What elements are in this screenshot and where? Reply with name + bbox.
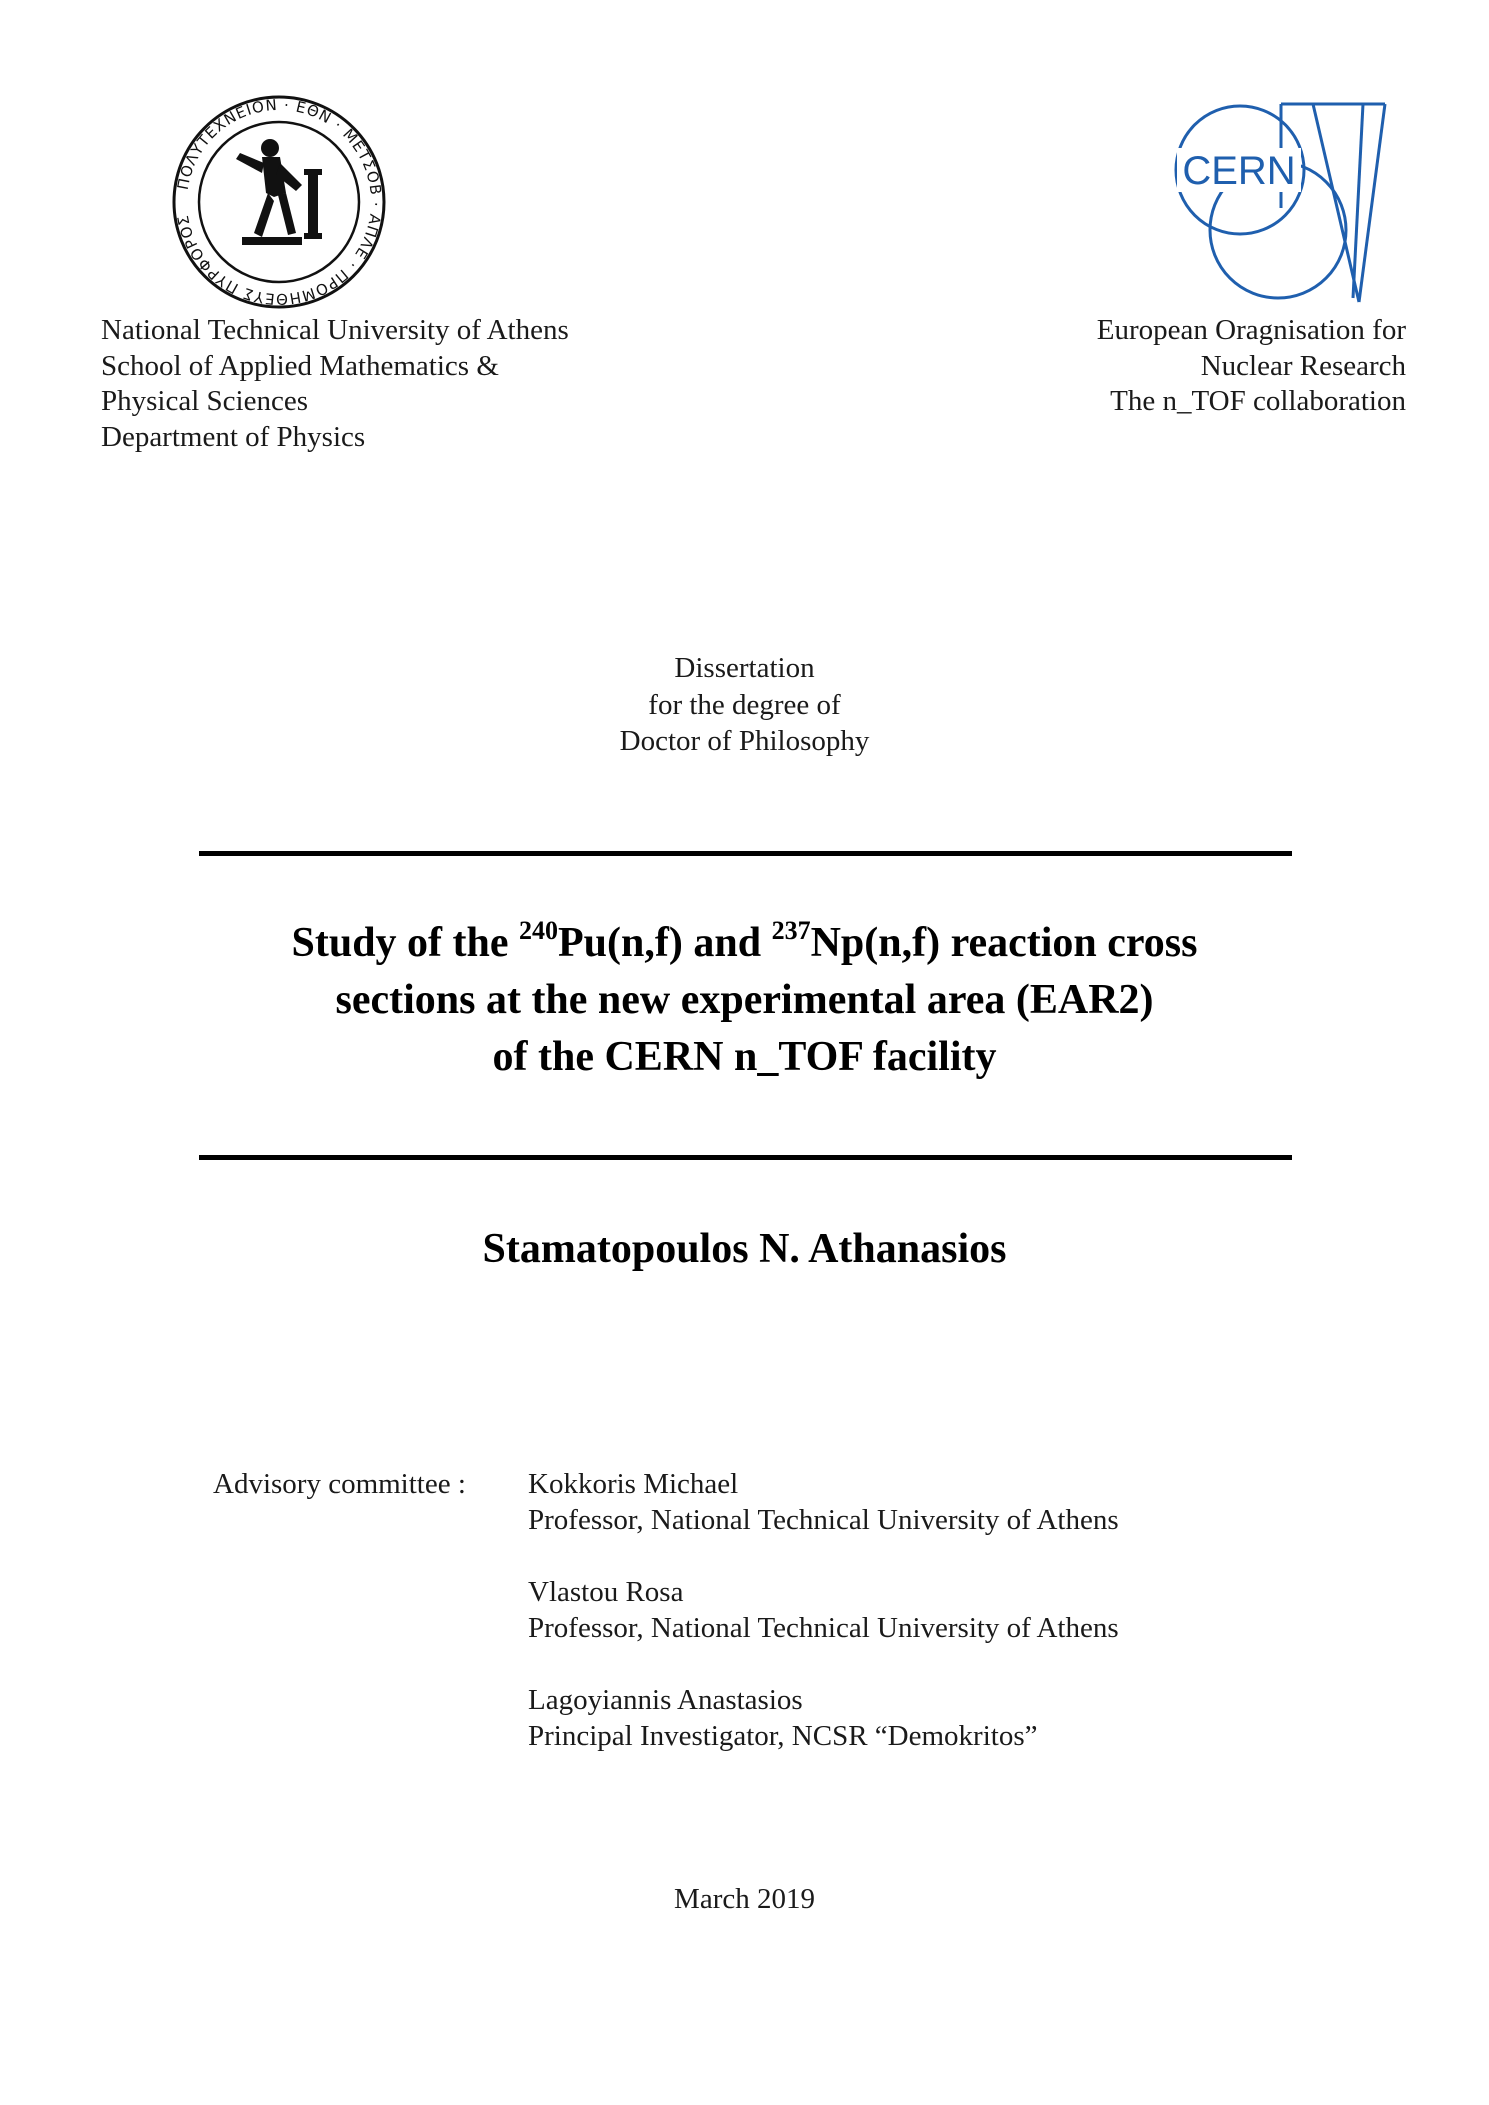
ntua-line: Department of Physics (101, 420, 366, 453)
cern-affiliation (1097, 313, 1406, 420)
thesis-title (0, 915, 1489, 1086)
cern-line: Nuclear Research (1200, 349, 1406, 382)
submission-date: March 2019 (674, 1883, 815, 1915)
member-name: Vlastou Rosa (528, 1576, 684, 1608)
committee-member (528, 1574, 1119, 1646)
ntua-line: Physical Sciences (101, 385, 308, 417)
cern-logo-text: CERN (1182, 149, 1296, 193)
ntua-line: National Technical University of Athens (101, 314, 569, 346)
cern-line: European Oragnisation for (1096, 314, 1406, 346)
svg-text:ΠΟΛΥΤΕΧΝΕΙΟΝ · ΕΘΝ · ΜΕΤΣΟΒ · (174, 96, 385, 308)
title-line-2: sections at the new experimental area (EAR2) (335, 977, 1154, 1023)
isotope-mass-237: 237 (771, 916, 811, 945)
cern-logo (1163, 98, 1393, 308)
member-role: Principal Investigator, NCSR “Demokritos” (528, 1720, 1038, 1752)
ntua-line: School of Applied Mathematics & (101, 349, 499, 382)
cern-line: The n_TOF collaboration (1110, 385, 1406, 417)
ntua-seal-text: ΠΟΛΥΤΕΧΝΕΙΟΝ · ΕΘΝ · ΜΕΤΣΟΒ · ΑΠΛΕ · ΠΡΟΜΗΘΕΥΣ ΠΥΡΦΟΡΟΣ (173, 95, 386, 309)
committee-member (528, 1466, 1119, 1538)
degree-line: Dissertation (674, 652, 815, 684)
member-role: Professor, National Technical University of Athens (528, 1612, 1119, 1644)
member-name: Lagoyiannis Anastasios (528, 1684, 803, 1716)
degree-statement (0, 650, 1489, 760)
title-line-1: Study of the $^{240}$Pu(n,f) and $^{237}$Np(n,f) reaction cross (291, 916, 1198, 966)
ntua-seal-logo (170, 93, 388, 311)
isotope-mass-240: 240 (519, 916, 559, 945)
title-rule-top (199, 851, 1292, 856)
committee-member (528, 1682, 1037, 1754)
degree-line: for the degree of (648, 688, 841, 721)
author-name: Stamatopoulos N. Athanasios (482, 1226, 1007, 1272)
committee-label: Advisory committee : (213, 1468, 466, 1500)
title-line-3: of the CERN n_TOF facility (492, 1034, 997, 1080)
member-role: Professor, National Technical University of Athens (528, 1504, 1119, 1536)
member-name: Kokkoris Michael (528, 1468, 739, 1500)
degree-line: Doctor of Philosophy (619, 725, 870, 757)
ntua-affiliation (101, 313, 569, 455)
title-rule-bottom (199, 1155, 1292, 1160)
